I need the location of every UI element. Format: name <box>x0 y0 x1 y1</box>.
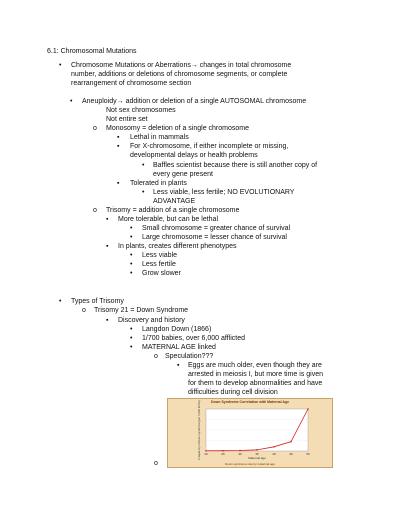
list-item: Trisomy 21 = Down Syndrome <box>94 307 189 314</box>
data-point <box>273 446 275 448</box>
data-point <box>222 450 224 452</box>
square-bullet-icon <box>117 142 119 151</box>
data-point <box>290 441 292 443</box>
x-tick-label: 50 <box>306 452 310 456</box>
square-bullet-icon <box>177 361 179 370</box>
list-item: Small chromosome = greater chance of survival <box>142 225 291 232</box>
list-item: Tolerated in plants <box>130 180 187 187</box>
x-tick-label: 30 <box>238 452 242 456</box>
list-item: Discovery and history <box>118 317 185 324</box>
x-tick-label: 25 <box>221 452 225 456</box>
trisomy-title: Trisomy = addition of a single chromosome <box>106 207 240 214</box>
circle-bullet-icon <box>93 206 97 215</box>
figure-caption: Down syndrome rate by maternal age <box>224 462 276 466</box>
circle-bullet-icon <box>82 306 86 315</box>
list-item: Eggs are much older, even though they are <box>188 362 322 369</box>
list-item: Less fertile <box>142 261 176 268</box>
data-point <box>205 450 207 452</box>
bullet-icon <box>142 188 144 197</box>
intro-line: Chromosome Mutations or Aberrations→ changes in total chromosome <box>71 62 292 69</box>
list-item: Large chromosome = lesser chance of survival <box>142 234 287 241</box>
types-title: Types of Trisomy <box>71 298 124 305</box>
monosomy-title: Monosomy = deletion of a single chromosome <box>106 125 249 132</box>
list-item: Less viable, less fertile; NO EVOLUTIONARY <box>153 189 295 196</box>
square-bullet-icon <box>117 133 119 142</box>
bullet-icon <box>130 224 132 233</box>
bullet-icon <box>130 251 132 260</box>
list-item: Speculation??? <box>165 353 214 360</box>
bullet-icon <box>130 343 132 352</box>
list-item: Lethal in mammals <box>130 134 189 141</box>
square-bullet-icon <box>117 179 119 188</box>
x-axis-label: Maternal age <box>248 456 266 460</box>
list-item: In plants, creates different phenotypes <box>118 243 237 250</box>
bullet-icon <box>142 161 144 170</box>
list-item: for them to develop abnormalities and have <box>188 380 323 387</box>
bullet-icon <box>59 297 61 306</box>
bullet-icon <box>59 61 61 70</box>
bullet-icon <box>130 233 132 242</box>
aneuploidy-definition: Aneuploidy→ addition or deletion of a single AUTOSOMAL chromosome <box>82 98 307 105</box>
list-item: Baffles scientist because there is still another copy of <box>153 162 318 169</box>
bullet-icon <box>130 269 132 278</box>
intro-line: number, additions or deletions of chromosome segments, or complete <box>71 71 288 78</box>
square-bullet-icon <box>106 242 108 251</box>
list-item: ADVANTAGE <box>153 198 196 205</box>
x-tick-label: 40 <box>272 452 276 456</box>
list-item: every gene present <box>153 171 213 178</box>
bullet-icon <box>70 97 72 106</box>
list-item: Langdon Down (1866) <box>142 326 212 333</box>
page-title: 6.1: Chromosomal Mutations <box>47 48 137 55</box>
list-item: Less viable <box>142 252 178 259</box>
aneuploidy-note: Not entire set <box>106 116 148 123</box>
maternal-age-figure <box>167 398 333 468</box>
list-item: More tolerable, but can be lethal <box>118 216 219 223</box>
x-tick-label: 35 <box>255 452 259 456</box>
circle-bullet-icon <box>154 459 158 468</box>
intro-line: rearrangement of chromosome section <box>71 80 192 87</box>
list-item: Grow slower <box>142 270 181 277</box>
square-bullet-icon <box>106 215 108 224</box>
maternal-age-chart <box>168 399 332 467</box>
circle-bullet-icon <box>93 124 97 133</box>
list-item: difficulties during cell division <box>188 389 278 396</box>
list-item: For X-chromosome, if either incomplete or missing, <box>130 143 289 150</box>
y-axis-label: Frequency of Down syndrome (per 1,000 births) <box>197 400 201 460</box>
figure-title: Down Syndrome Correlation with Maternal Age <box>210 400 290 404</box>
list-item: arrested in meiosis I, but more time is given <box>188 371 323 378</box>
data-point <box>239 450 241 452</box>
list-item: 1/700 babies, over 6,000 afflicted <box>142 335 246 342</box>
square-bullet-icon <box>106 316 108 325</box>
data-point <box>307 408 309 410</box>
circle-bullet-icon <box>154 352 158 361</box>
aneuploidy-note: Not sex chromosomes <box>106 107 176 114</box>
x-tick-label: 20 <box>204 452 208 456</box>
bullet-icon <box>130 260 132 269</box>
bullet-icon <box>130 334 132 343</box>
bullet-icon <box>130 325 132 334</box>
x-tick-label: 45 <box>289 452 293 456</box>
data-point <box>256 449 258 451</box>
list-item: MATERNAL AGE linked <box>142 344 216 351</box>
list-item: developmental delays or health problems <box>130 152 258 159</box>
